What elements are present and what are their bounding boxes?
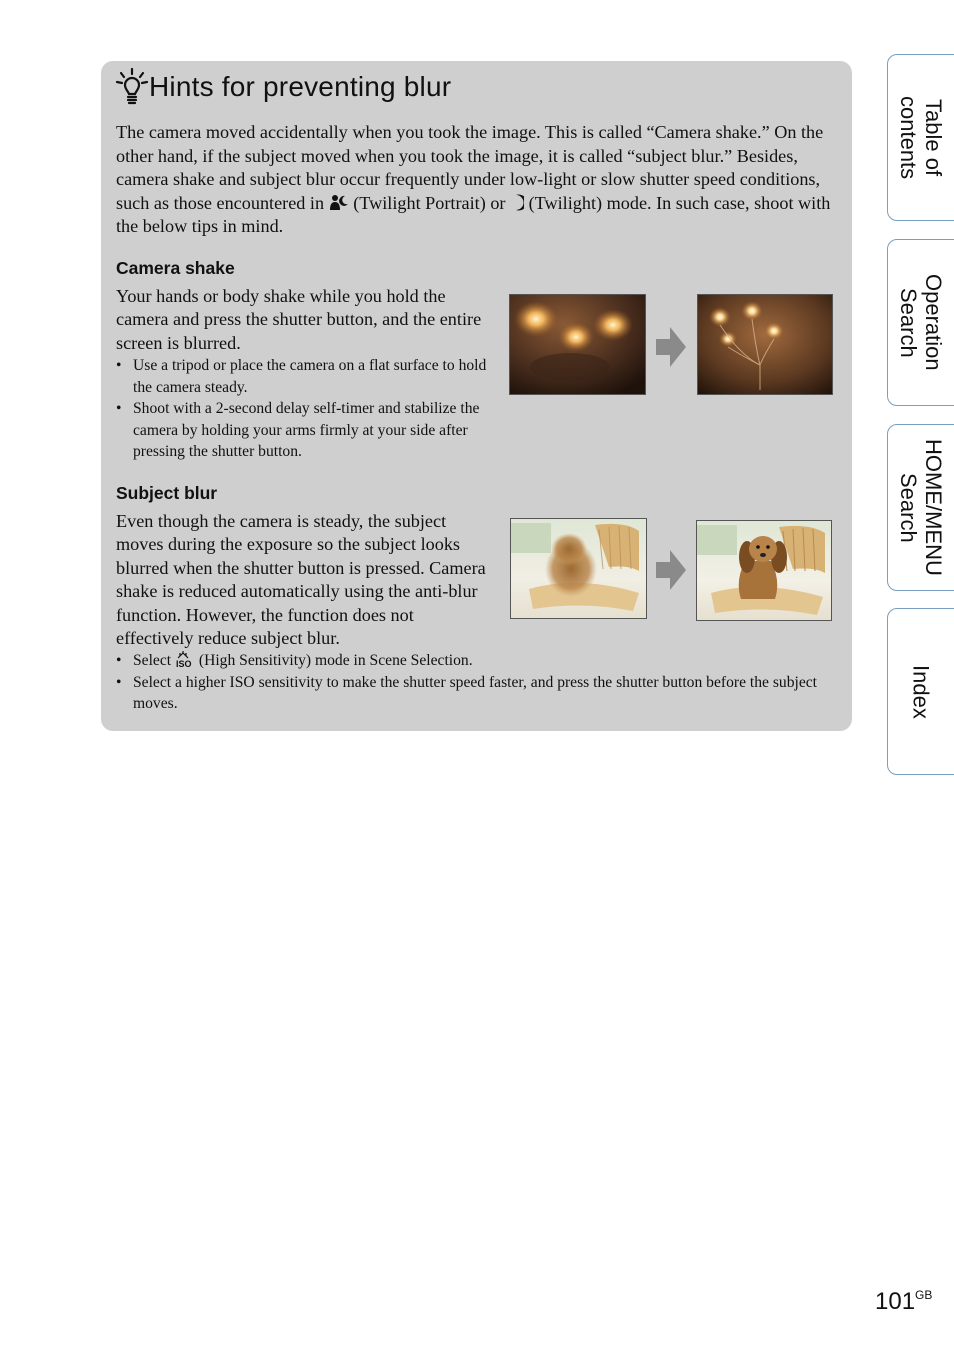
- intro-text-2: (Twilight Portrait) or: [348, 192, 511, 213]
- camera-shake-blurred-photo: [509, 294, 646, 395]
- hint-box: [101, 61, 852, 731]
- arrow-right-icon: [656, 327, 686, 367]
- camera-shake-body: Your hands or body shake while you hold the camera and press the shutter button, and the entire screen is blurred.: [116, 286, 482, 353]
- page-number: $101^{GB}$: [875, 1288, 933, 1315]
- subject-blur-tips: [116, 650, 838, 715]
- tab-home-menu-search[interactable]: [887, 424, 954, 591]
- subject-blur-sharp-photo: [696, 520, 832, 621]
- high-sensitivity-iso-icon: [175, 651, 195, 667]
- camera-shake-sharp-photo: [697, 294, 833, 395]
- subject-blur-blurred-photo: [510, 518, 647, 619]
- hint-title: Hints for preventing blur: [149, 71, 452, 102]
- intro-text-1: The camera moved accidentally when you took the image. This is called “Camera shake.” On the other hand, if the subject moved when you took the image, it is called “subject blur.” Besides, camera shake and subject blur occur frequently under low-light or slow shutter speed conditions, such as those encountered in: [116, 122, 824, 213]
- list-item: • Select a higher ISO sensitivity to make the shutter speed faster, and press the shutter button before the subject moves.: [116, 672, 838, 715]
- tab-label: Table of contents: [896, 95, 946, 180]
- subject-blur-heading: Subject blur: [116, 483, 218, 503]
- hint-title-row: [115, 67, 451, 107]
- arrow-right-icon: [656, 550, 686, 590]
- lightbulb-hint-icon: [115, 67, 149, 107]
- camera-shake-tips: [116, 355, 496, 463]
- camera-shake-heading: Camera shake: [116, 258, 235, 278]
- tab-index[interactable]: [887, 608, 954, 775]
- list-item: • Shoot with a 2-second delay self-timer and stabilize the camera by holding your arms firmly at your side after pressing the shutter button.: [116, 398, 496, 463]
- tab-operation-search[interactable]: [887, 239, 954, 406]
- tab-label: HOME/MENU Search: [896, 439, 946, 576]
- intro-text-3: (Twilight) mode. In such case, shoot with the below tips in mind.: [116, 192, 831, 237]
- svg-text:ISO: ISO: [176, 659, 192, 667]
- tab-label: Operation Search: [896, 274, 946, 371]
- page-suffix: GB: [915, 1288, 933, 1302]
- tab-label: Index: [908, 664, 934, 719]
- twilight-icon: [510, 194, 524, 211]
- subject-blur-body: Even though the camera is steady, the subject moves during the exposure so the subject looks blurred when the shutter button is pressed. Camera shake is reduced automatically using the anti-blur function. However, the function does not effectively reduce subject blur.: [116, 511, 486, 649]
- list-item: • Use a tripod or place the camera on a flat surface to hold the camera steady.: [116, 355, 496, 398]
- tab-table-of-contents[interactable]: [887, 54, 954, 221]
- twilight-portrait-icon: [329, 194, 349, 211]
- intro-paragraph: [116, 121, 838, 239]
- list-item: • Select ISO (High Sensitivity) mode in Scene Selection.: [116, 650, 838, 672]
